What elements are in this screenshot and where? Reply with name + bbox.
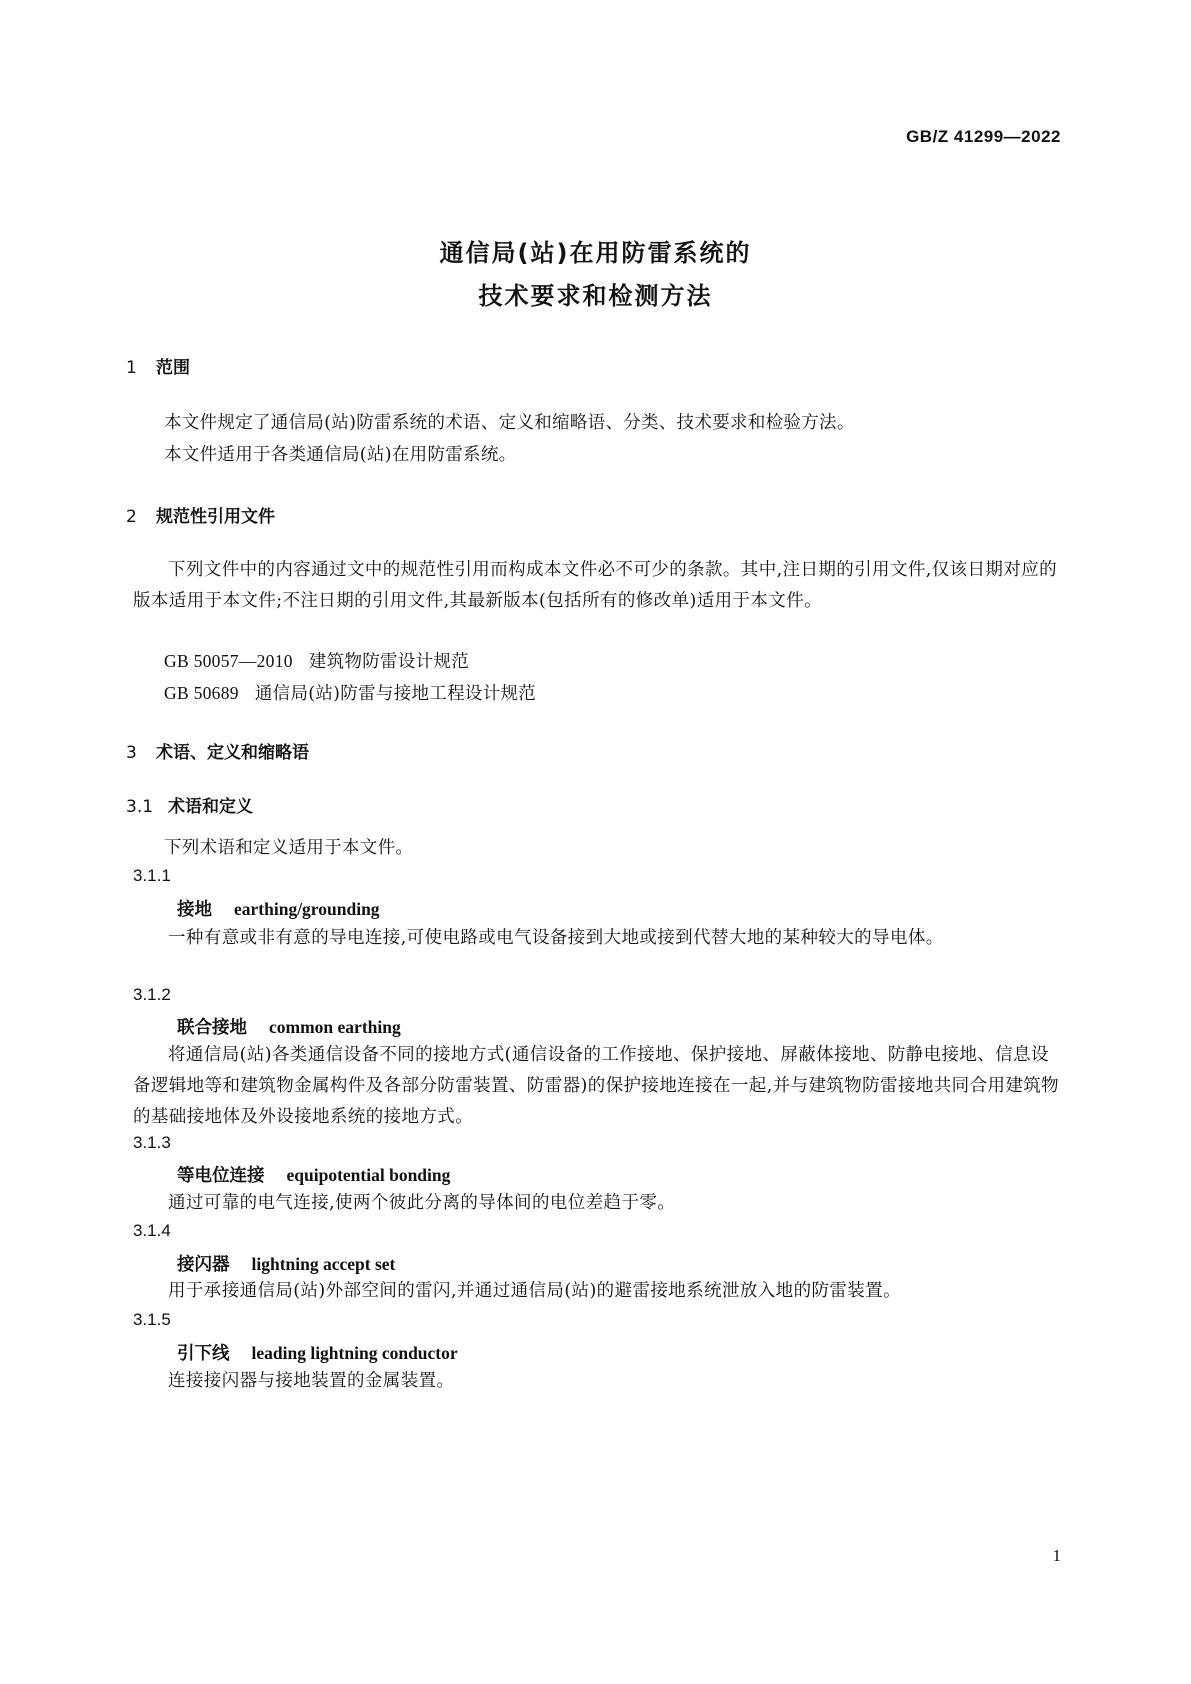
term-entry (177, 1251, 395, 1276)
section-number: 2 (126, 507, 137, 527)
section-title: 范围 (156, 358, 190, 378)
term-definition: 用于承接通信局(站)外部空间的雷闪,并通过通信局(站)的避雷接地系统泄放入地的防雷装置。 (168, 1281, 901, 1301)
term-number: 3.1.3 (133, 1133, 171, 1152)
section-1-heading (126, 353, 190, 378)
reference-item (164, 648, 469, 673)
subsection-3-1-heading (126, 792, 253, 817)
document-number: GB/Z 41299—2022 (906, 127, 1061, 146)
term-number: 3.1.1 (133, 866, 171, 885)
subsection-title: 术语和定义 (168, 797, 253, 817)
title-line-1: 通信局(站)在用防雷系统的 (439, 239, 752, 267)
subsection-number: 3.1 (126, 797, 154, 817)
term-entry (177, 1162, 450, 1187)
section-1-paragraph-2: 本文件适用于各类通信局(站)在用防雷系统。 (164, 445, 517, 465)
reference-title: 通信局(站)防雷与接地工程设计规范 (254, 684, 537, 704)
section-1-paragraph-1: 本文件规定了通信局(站)防雷系统的术语、定义和缩略语、分类、技术要求和检验方法。 (164, 413, 855, 433)
section-title: 术语、定义和缩略语 (156, 743, 309, 763)
reference-item (164, 680, 536, 705)
section-3-heading (126, 738, 309, 763)
reference-title: 建筑物防雷设计规范 (308, 652, 470, 672)
term-definition: 通过可靠的电气连接,使两个彼此分离的导体间的电位差趋于零。 (168, 1193, 676, 1213)
reference-code: GB 50689 (164, 683, 239, 703)
term-number: 3.1.2 (133, 985, 171, 1004)
section-number: 1 (126, 358, 137, 378)
term-chinese: 等电位连接 (177, 1166, 265, 1186)
reference-code: GB 50057—2010 (164, 651, 293, 671)
term-chinese: 接闪器 (177, 1255, 230, 1275)
term-chinese: 联合接地 (177, 1018, 247, 1038)
term-english: lightning accept set (251, 1254, 396, 1274)
term-english: earthing/grounding (234, 899, 380, 919)
term-definition: 连接接闪器与接地装置的金属装置。 (168, 1371, 455, 1391)
term-english: leading lightning conductor (251, 1343, 458, 1363)
term-english: equipotential bonding (286, 1165, 451, 1185)
page-number: 1 (1052, 1546, 1061, 1565)
term-english: common earthing (269, 1017, 401, 1037)
section-number: 3 (126, 743, 137, 763)
subsection-intro: 下列术语和定义适用于本文件。 (164, 838, 414, 858)
term-entry (177, 1014, 401, 1039)
title-line-2: 技术要求和检测方法 (478, 282, 713, 310)
term-definition: 将通信局(站)各类通信设备不同的接地方式(通信设备的工作接地、保护接地、屏蔽体接地、防静电接地、信息设备逻辑地等和建筑物金属构件及各部分防雷装置、防雷器)的保护接地连接在一起,并与建筑物防雷接地共同合用建筑物的基础接地体及外设接地系统的接地方式。 (133, 1045, 1060, 1127)
term-number: 3.1.5 (133, 1310, 171, 1329)
term-number: 3.1.4 (133, 1221, 171, 1240)
section-title: 规范性引用文件 (156, 507, 275, 527)
section-2-paragraph: 下列文件中的内容通过文中的规范性引用而构成本文件必不可少的条款。其中,注日期的引用文件,仅该日期对应的版本适用于本文件;不注日期的引用文件,其最新版本(包括所有的修改单)适用于本文件。 (133, 560, 1058, 611)
term-entry (177, 896, 380, 921)
term-chinese: 接地 (177, 900, 212, 920)
section-2-heading (126, 502, 275, 527)
term-entry (177, 1340, 458, 1365)
term-definition: 一种有意或非有意的导电连接,可使电路或电气设备接到大地或接到代替大地的某种较大的导电体。 (168, 928, 944, 948)
term-chinese: 引下线 (177, 1344, 230, 1364)
